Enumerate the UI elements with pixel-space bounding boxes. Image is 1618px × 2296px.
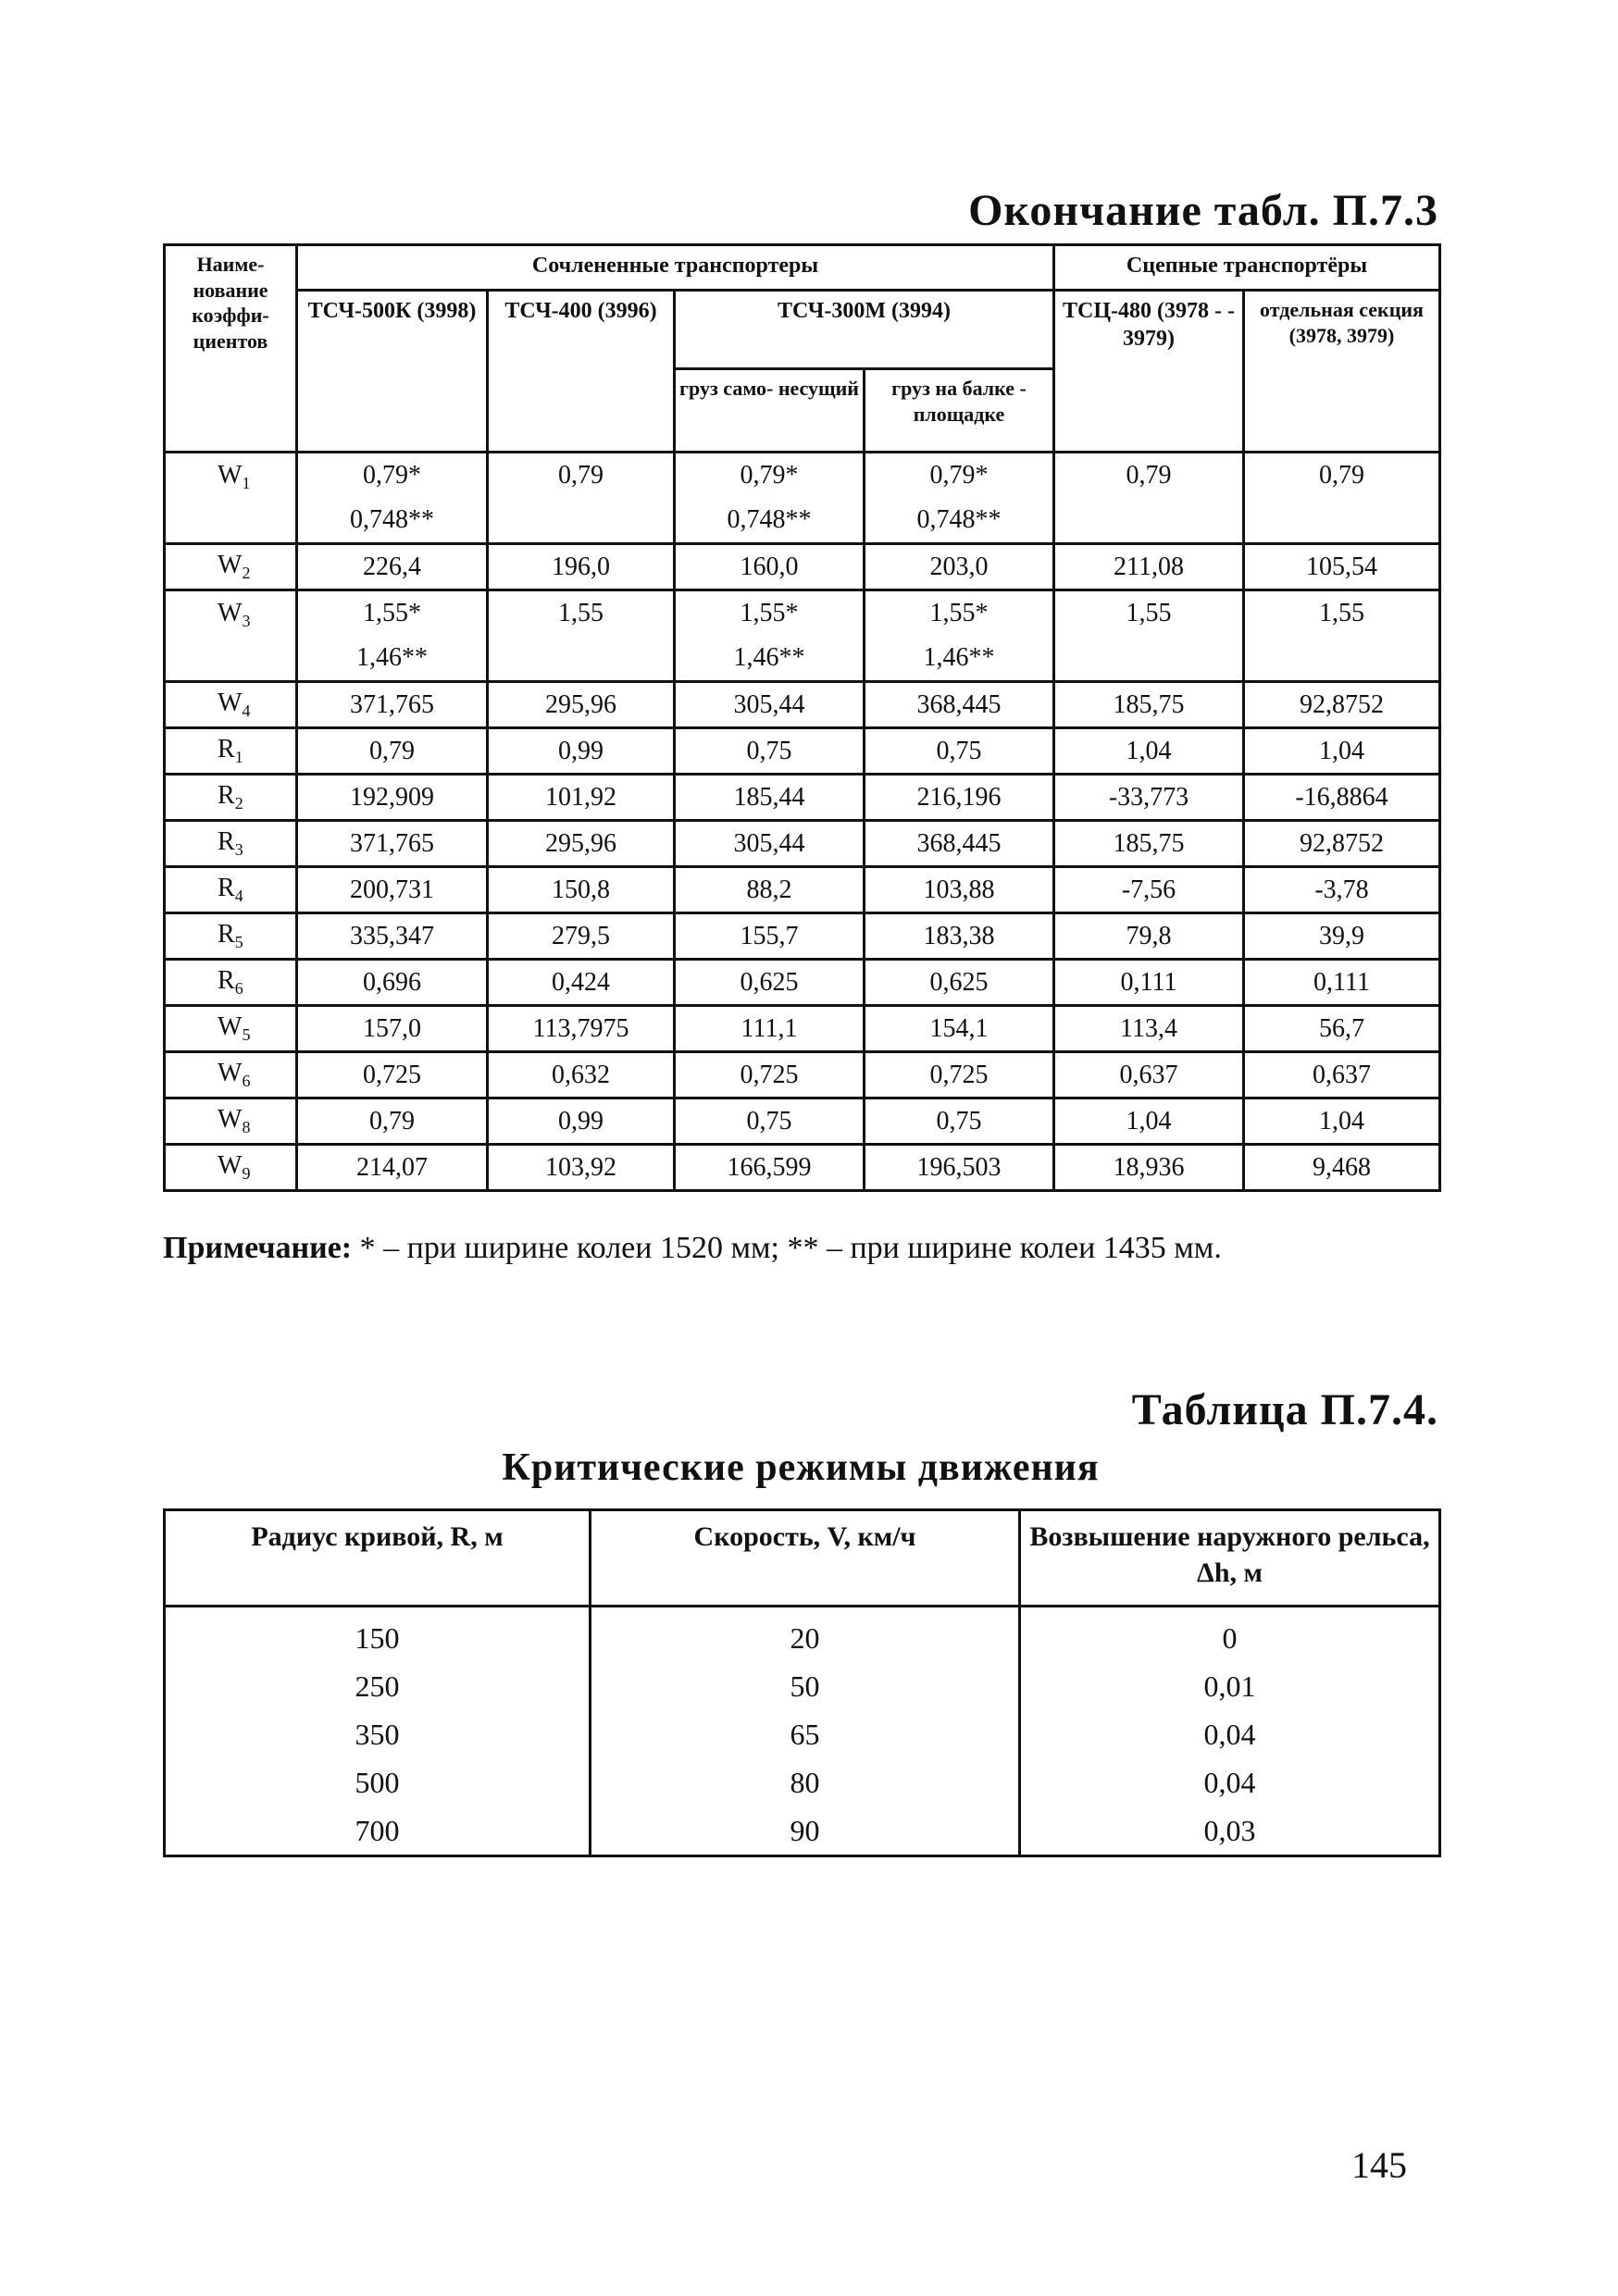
- table-cell: [1054, 590, 1244, 682]
- cell-value: 0,725: [929, 1060, 989, 1089]
- table-cell: [1244, 1098, 1440, 1145]
- table-cell: [1244, 544, 1440, 590]
- cell-value: 166,599: [727, 1152, 812, 1182]
- cell-value: 335,347: [350, 921, 434, 950]
- coefficient-subscript: 2: [242, 564, 251, 582]
- cell-value: 1,55*: [740, 599, 799, 627]
- table-cell: [865, 821, 1054, 867]
- cell-value: 160,0: [740, 552, 799, 581]
- table-cell: [675, 1006, 865, 1052]
- table-cell: 90: [591, 1806, 1020, 1856]
- table-cell: [488, 453, 675, 544]
- coefficient-symbol: W: [218, 689, 243, 717]
- cell-value: -33,773: [1108, 782, 1189, 812]
- cell-value: 185,75: [1113, 689, 1185, 719]
- table-cell: [488, 1098, 675, 1145]
- critical-modes-table: [163, 1508, 1441, 1857]
- footnote-text: * – при ширине колеи 1520 мм; ** – при ширине колеи 1435 мм.: [352, 1231, 1222, 1265]
- table-row: [165, 453, 1440, 544]
- cell-value: 0,79: [1319, 461, 1364, 490]
- cell-value: 103,92: [545, 1152, 616, 1182]
- cell-value: 0,75: [746, 1106, 792, 1136]
- cell-value: 1,55: [1126, 599, 1172, 627]
- coefficient-symbol: R: [218, 827, 235, 856]
- table-cell: [297, 960, 488, 1006]
- coefficient-symbol: W: [218, 1105, 243, 1134]
- table-cell: [1054, 728, 1244, 775]
- coefficient-symbol: R: [218, 966, 235, 995]
- coefficient-name: [165, 960, 297, 1006]
- cell-value: 0,632: [552, 1060, 610, 1089]
- table-cell: 350: [165, 1710, 591, 1758]
- table-cell: 20: [591, 1607, 1020, 1663]
- table-cell: [675, 1052, 865, 1098]
- cell-value: 0,79: [558, 461, 604, 490]
- coefficient-subscript: 9: [242, 1164, 251, 1183]
- table-cell: [1054, 913, 1244, 960]
- cell-value: 0,79: [369, 736, 415, 765]
- table-cell: [1054, 960, 1244, 1006]
- cell-value: 1,46**: [923, 643, 995, 672]
- table-cell: [675, 590, 865, 682]
- cell-value: 203,0: [929, 552, 989, 581]
- table-cell: [1244, 1145, 1440, 1191]
- table-row: [165, 1145, 1440, 1191]
- cell-value: 196,503: [916, 1152, 1002, 1182]
- table-cell: [865, 728, 1054, 775]
- table-cell: [1054, 1052, 1244, 1098]
- cell-value: 183,38: [923, 921, 995, 950]
- coefficient-subscript: 5: [234, 933, 243, 951]
- cell-value: 371,765: [350, 689, 434, 719]
- cell-value: 0,748**: [727, 505, 812, 534]
- cell-value: 295,96: [545, 689, 616, 719]
- cell-value: 0,75: [936, 1106, 982, 1136]
- table-cell: [1244, 775, 1440, 821]
- table-cell: [1054, 867, 1244, 913]
- table-cell: [865, 1052, 1054, 1098]
- coefficient-symbol: W: [218, 1059, 243, 1087]
- coefficient-subscript: 4: [242, 701, 251, 720]
- cell-value: 0,625: [929, 967, 989, 997]
- cell-value: 0,637: [1119, 1060, 1178, 1089]
- table-cell: [488, 775, 675, 821]
- table-row: [165, 1710, 1440, 1758]
- header-speed: Скорость, V, км/ч: [591, 1510, 1020, 1607]
- table-cell: [675, 960, 865, 1006]
- cell-value: 371,765: [350, 828, 434, 858]
- cell-value: 56,7: [1319, 1013, 1364, 1043]
- coefficient-symbol: R: [218, 735, 235, 763]
- table-cell: [488, 1145, 675, 1191]
- cell-value: -16,8864: [1295, 782, 1388, 812]
- cell-value: 305,44: [733, 828, 805, 858]
- header-tsch300m: ТСЧ-300М (3994): [675, 291, 1054, 369]
- footnote-label: Примечание:: [163, 1231, 353, 1265]
- cell-value: 0,75: [936, 736, 982, 765]
- table-cell: [297, 682, 488, 728]
- table-cell: [297, 821, 488, 867]
- table-cell: 250: [165, 1662, 591, 1710]
- cell-value: 0,748**: [916, 505, 1002, 534]
- cell-value: 1,55: [1319, 599, 1364, 627]
- table-cell: [297, 544, 488, 590]
- cell-value: 1,04: [1319, 736, 1364, 765]
- table-row: [165, 867, 1440, 913]
- cell-value: 113,4: [1120, 1013, 1177, 1043]
- table-cell: [488, 1006, 675, 1052]
- coefficient-subscript: 4: [234, 887, 243, 905]
- table-cell: 150: [165, 1607, 591, 1663]
- header-radius: Радиус кривой, R, м: [165, 1510, 591, 1607]
- table-cell: [675, 682, 865, 728]
- coefficient-name: [165, 682, 297, 728]
- cell-value: 368,445: [916, 689, 1002, 719]
- table-cell: [865, 1145, 1054, 1191]
- header-tsc480: ТСЦ-480 (3978 - - 3979): [1054, 291, 1244, 453]
- cell-value: 150,8: [552, 875, 610, 904]
- page-number: 145: [1351, 2144, 1407, 2186]
- table-cell: [1054, 453, 1244, 544]
- coefficient-name: [165, 728, 297, 775]
- table-cell: [865, 590, 1054, 682]
- header-articulated: Сочлененные транспортеры: [297, 245, 1054, 291]
- table-cell: [675, 1145, 865, 1191]
- table-cell: [488, 913, 675, 960]
- cell-value: 200,731: [350, 875, 434, 904]
- table-cell: [1054, 821, 1244, 867]
- cell-value: 113,7975: [532, 1013, 629, 1043]
- table-cell: [297, 1098, 488, 1145]
- cell-value: 305,44: [733, 689, 805, 719]
- cell-value: 1,46**: [356, 643, 428, 672]
- table-cell: 80: [591, 1758, 1020, 1806]
- cell-value: 0,725: [363, 1060, 421, 1089]
- table-row: [165, 775, 1440, 821]
- table-cell: [675, 913, 865, 960]
- table-cell: [1054, 775, 1244, 821]
- cell-value: 101,92: [545, 782, 616, 812]
- cell-value: 1,04: [1126, 736, 1172, 765]
- coefficient-symbol: R: [218, 920, 235, 949]
- table-cell: [1244, 913, 1440, 960]
- table-row: [165, 1052, 1440, 1098]
- table-cell: [1054, 1145, 1244, 1191]
- table-row: [165, 544, 1440, 590]
- table-cell: 50: [591, 1662, 1020, 1710]
- header-separate-section: отдельная секция (3978, 3979): [1244, 291, 1440, 453]
- table-cell: [297, 913, 488, 960]
- coefficient-name: [165, 1145, 297, 1191]
- table-cell: [675, 775, 865, 821]
- coefficient-name: [165, 913, 297, 960]
- table-cell: 65: [591, 1710, 1020, 1758]
- coefficient-name: [165, 1052, 297, 1098]
- coefficient-symbol: W: [218, 1012, 243, 1041]
- cell-value: 157,0: [363, 1013, 421, 1043]
- table-cell: [1054, 1098, 1244, 1145]
- cell-value: 0,637: [1313, 1060, 1371, 1089]
- cell-value: 192,909: [350, 782, 434, 812]
- table-cell: [488, 682, 675, 728]
- coefficient-name: [165, 1098, 297, 1145]
- cell-value: 92,8752: [1300, 689, 1384, 719]
- table-cell: [297, 1145, 488, 1191]
- coefficients-table: [163, 243, 1441, 1192]
- table-cell: [865, 960, 1054, 1006]
- coefficient-subscript: 5: [242, 1025, 251, 1044]
- table-cell: [865, 1006, 1054, 1052]
- table-cell: [865, 1098, 1054, 1145]
- cell-value: 0,111: [1313, 967, 1370, 997]
- cell-value: 0,79*: [929, 461, 989, 490]
- coefficient-subscript: 8: [242, 1118, 251, 1136]
- table-cell: [865, 544, 1054, 590]
- cell-value: 1,46**: [733, 643, 805, 672]
- cell-value: 39,9: [1319, 921, 1364, 950]
- table1-title: Окончание табл. П.7.3: [968, 186, 1438, 235]
- coefficient-subscript: 2: [234, 794, 243, 813]
- table-cell: [1244, 821, 1440, 867]
- table-cell: [865, 775, 1054, 821]
- table-cell: [865, 682, 1054, 728]
- table-cell: [675, 453, 865, 544]
- cell-value: 0,79*: [740, 461, 799, 490]
- table-cell: [297, 867, 488, 913]
- table-cell: [865, 453, 1054, 544]
- cell-value: 0,725: [740, 1060, 799, 1089]
- cell-value: 79,8: [1126, 921, 1172, 950]
- table-cell: [1244, 867, 1440, 913]
- cell-value: 368,445: [916, 828, 1002, 858]
- table-cell: [675, 867, 865, 913]
- coefficient-name: [165, 453, 297, 544]
- table-cell: 0,04: [1020, 1758, 1440, 1806]
- coefficient-subscript: 1: [242, 474, 251, 492]
- cell-value: 1,55*: [929, 599, 989, 627]
- cell-value: 0,625: [740, 967, 799, 997]
- coefficient-symbol: W: [218, 599, 243, 627]
- cell-value: 0,99: [558, 1106, 604, 1136]
- coefficients-table-body: [165, 453, 1440, 1191]
- coefficient-name: [165, 775, 297, 821]
- cell-value: 0,79: [369, 1106, 415, 1136]
- table-cell: [1054, 1006, 1244, 1052]
- header-name: Наиме- нование коэффи- циентов: [165, 245, 297, 453]
- table-cell: [488, 728, 675, 775]
- cell-value: 92,8752: [1300, 828, 1384, 858]
- table-cell: [297, 775, 488, 821]
- table-cell: [675, 1098, 865, 1145]
- coefficient-subscript: 3: [234, 840, 243, 859]
- coefficient-name: [165, 590, 297, 682]
- cell-value: 0,79*: [363, 461, 421, 490]
- header-coupled: Сцепные транспортёры: [1054, 245, 1440, 291]
- table-row: [165, 1662, 1440, 1710]
- cell-value: 0,99: [558, 736, 604, 765]
- coefficient-subscript: 6: [242, 1072, 251, 1090]
- table-cell: [865, 867, 1054, 913]
- table2-subtitle: Критические режимы движения: [502, 1446, 1100, 1489]
- table-cell: [1054, 682, 1244, 728]
- table-cell: [488, 821, 675, 867]
- header-elevation: Возвышение наружного рельса, Δh, м: [1020, 1510, 1440, 1607]
- table-row: [165, 1758, 1440, 1806]
- cell-value: -7,56: [1121, 875, 1176, 904]
- cell-value: 9,468: [1313, 1152, 1371, 1182]
- cell-value: 111,1: [741, 1013, 798, 1043]
- coefficient-subscript: 3: [242, 612, 251, 630]
- cell-value: 196,0: [552, 552, 610, 581]
- table-cell: [297, 590, 488, 682]
- table-row: [165, 821, 1440, 867]
- table2-title: Таблица П.7.4.: [1131, 1385, 1438, 1434]
- table-cell: [488, 590, 675, 682]
- header-tsch400: ТСЧ-400 (3996): [488, 291, 675, 453]
- table-cell: [297, 453, 488, 544]
- table-row: [165, 590, 1440, 682]
- table-cell: [297, 1006, 488, 1052]
- table-cell: [1054, 544, 1244, 590]
- cell-value: 0,424: [552, 967, 610, 997]
- header-tsch500k: ТСЧ-500К (3998): [297, 291, 488, 453]
- coefficient-name: [165, 1006, 297, 1052]
- cell-value: 0,79: [1126, 461, 1172, 490]
- table-cell: [1244, 960, 1440, 1006]
- critical-modes-table-body: [165, 1607, 1440, 1856]
- table-cell: 0,04: [1020, 1710, 1440, 1758]
- cell-value: 295,96: [545, 828, 616, 858]
- cell-value: 0,75: [746, 736, 792, 765]
- coefficient-subscript: 1: [234, 748, 243, 766]
- coefficient-name: [165, 821, 297, 867]
- footnote: [163, 1231, 1222, 1266]
- table-cell: [1244, 453, 1440, 544]
- table-cell: [1244, 1052, 1440, 1098]
- table-cell: [1244, 590, 1440, 682]
- cell-value: 0,696: [363, 967, 421, 997]
- coefficient-name: [165, 544, 297, 590]
- coefficient-symbol: R: [218, 874, 235, 902]
- cell-value: 154,1: [929, 1013, 989, 1043]
- coefficient-symbol: W: [218, 551, 243, 579]
- coefficient-name: [165, 867, 297, 913]
- table-cell: 0: [1020, 1607, 1440, 1663]
- cell-value: 185,75: [1113, 828, 1185, 858]
- coefficient-symbol: R: [218, 781, 235, 810]
- cell-value: 226,4: [363, 552, 421, 581]
- coefficient-subscript: 6: [234, 979, 243, 998]
- table-row: [165, 1006, 1440, 1052]
- cell-value: 279,5: [552, 921, 610, 950]
- table-cell: [488, 1052, 675, 1098]
- cell-value: 0,111: [1120, 967, 1177, 997]
- table-cell: 500: [165, 1758, 591, 1806]
- cell-value: 88,2: [746, 875, 792, 904]
- cell-value: 1,55: [558, 599, 604, 627]
- cell-value: 211,08: [1114, 552, 1184, 581]
- table-cell: [488, 867, 675, 913]
- cell-value: 1,04: [1319, 1106, 1364, 1136]
- table-cell: 0,03: [1020, 1806, 1440, 1856]
- table-row: [165, 1098, 1440, 1145]
- table-cell: [675, 728, 865, 775]
- table-cell: [488, 544, 675, 590]
- cell-value: 103,88: [923, 875, 995, 904]
- table-row: [165, 960, 1440, 1006]
- table-row: [165, 682, 1440, 728]
- table-row: [165, 728, 1440, 775]
- header-self-bearing: груз само- несущий: [675, 369, 865, 453]
- table-cell: [1244, 682, 1440, 728]
- table-cell: [297, 1052, 488, 1098]
- cell-value: 0,748**: [350, 505, 434, 534]
- cell-value: 185,44: [733, 782, 805, 812]
- table-cell: [675, 544, 865, 590]
- header-on-beam: груз на балке - площадке: [865, 369, 1054, 453]
- cell-value: 214,07: [356, 1152, 428, 1182]
- cell-value: 155,7: [740, 921, 799, 950]
- cell-value: 1,04: [1126, 1106, 1172, 1136]
- table-cell: [1244, 1006, 1440, 1052]
- table-cell: [488, 960, 675, 1006]
- coefficient-symbol: W: [218, 461, 243, 490]
- table-cell: [675, 821, 865, 867]
- table-cell: 0,01: [1020, 1662, 1440, 1710]
- table-cell: [1244, 728, 1440, 775]
- table-cell: [865, 913, 1054, 960]
- cell-value: -3,78: [1314, 875, 1369, 904]
- table-cell: 700: [165, 1806, 591, 1856]
- cell-value: 105,54: [1306, 552, 1377, 581]
- cell-value: 18,936: [1113, 1152, 1185, 1182]
- table-row: [165, 1607, 1440, 1663]
- table-cell: [297, 728, 488, 775]
- cell-value: 216,196: [916, 782, 1002, 812]
- table-row: [165, 913, 1440, 960]
- cell-value: 1,55*: [363, 599, 421, 627]
- coefficient-symbol: W: [218, 1151, 243, 1180]
- table-row: [165, 1806, 1440, 1856]
